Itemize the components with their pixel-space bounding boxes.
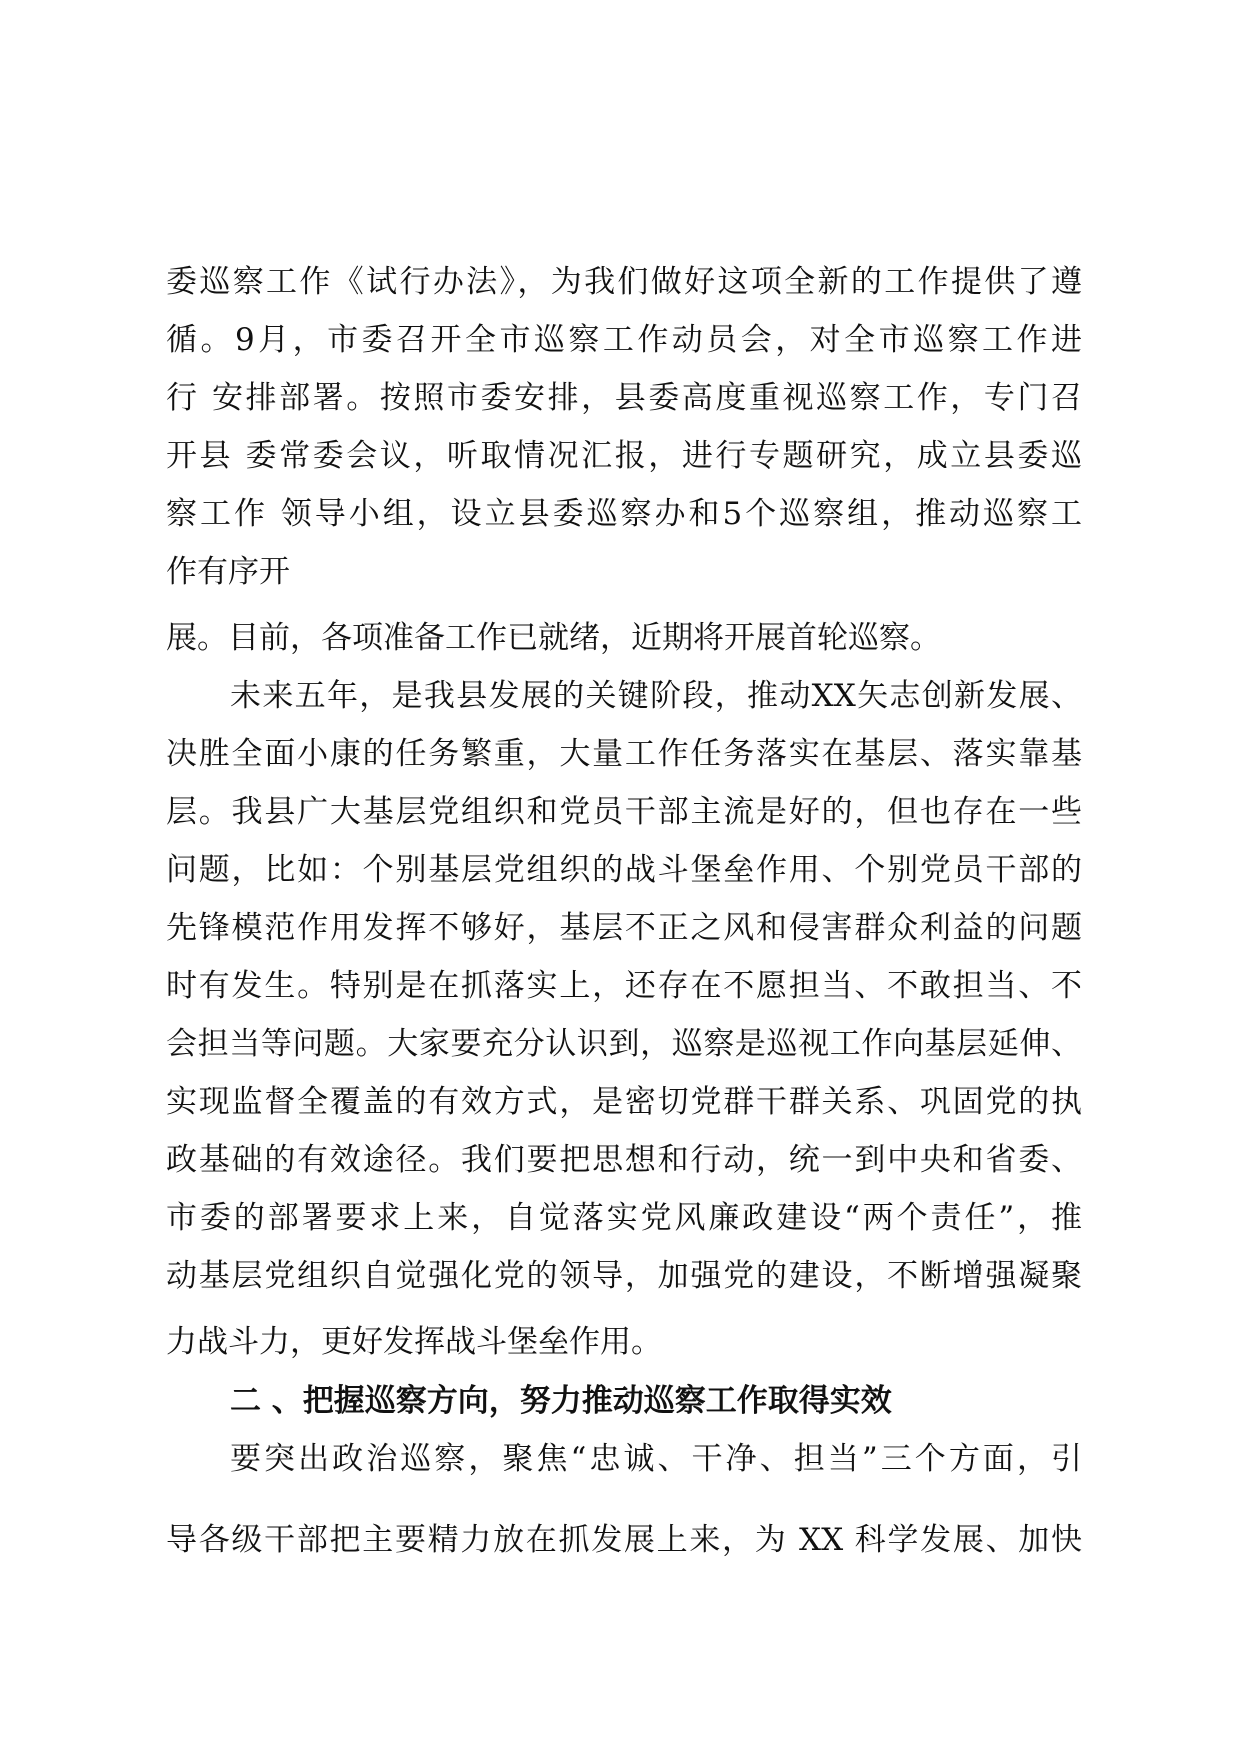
body-text-line: 展。目前，各项准备工作已就绪，近期将开展首轮巡察。 [166, 620, 941, 656]
body-text-line: 开县 委常委会议，听取情况汇报，进行专题研究，成立县委巡 [166, 438, 1082, 474]
body-text-line: 动基层党组织自觉强化党的领导，加强党的建设，不断增强凝聚 [166, 1258, 1082, 1294]
body-text-line: 实现监督全覆盖的有效方式，是密切党群干群关系、巩固党的执 [166, 1084, 1082, 1120]
body-text-line: 循。9月，市委召开全市巡察工作动员会，对全市巡察工作进 [166, 322, 1082, 358]
body-text-line: 先锋模范作用发挥不够好，基层不正之风和侵害群众利益的问题 [166, 910, 1082, 946]
paragraph-first-line: 未来五年，是我县发展的关键阶段，推动XX矢志创新发展、 [230, 678, 1082, 714]
body-text-line: 察工作 领导小组，设立县委巡察办和5个巡察组，推动巡察工 [166, 496, 1082, 532]
body-text-line: 委巡察工作《试行办法》，为我们做好这项全新的工作提供了遵 [166, 264, 1082, 300]
body-text-line: 问题，比如：个别基层党组织的战斗堡垒作用、个别党员干部的 [166, 852, 1082, 888]
body-text-line: 政基础的有效途径。我们要把思想和行动，统一到中央和省委、 [166, 1142, 1082, 1178]
body-text-line: 会担当等问题。大家要充分认识到，巡察是巡视工作向基层延伸、 [166, 1026, 1082, 1062]
section-heading: 二 、把握巡察方向，努力推动巡察工作取得实效 [230, 1383, 892, 1419]
body-text-line: 行 安排部署。按照市委安排，县委高度重视巡察工作，专门召 [166, 380, 1082, 416]
body-text-line: 导各级干部把主要精力放在抓发展上来，为 XX 科学发展、加快 [166, 1522, 1082, 1558]
body-text-line: 作有序开 [166, 554, 290, 590]
body-text-line: 时有发生。特别是在抓落实上，还存在不愿担当、不敢担当、不 [166, 968, 1082, 1004]
body-text-line: 层。我县广大基层党组织和党员干部主流是好的，但也存在一些 [166, 794, 1082, 830]
body-text-line: 市委的部署要求上来，自觉落实党风廉政建设“两个责任”，推 [166, 1200, 1082, 1236]
paragraph-first-line: 要突出政治巡察，聚焦“忠诚、干净、担当”三个方面，引 [230, 1441, 1082, 1477]
body-text-line: 决胜全面小康的任务繁重，大量工作任务落实在基层、落实靠基 [166, 736, 1082, 772]
body-text-line: 力战斗力，更好发挥战斗堡垒作用。 [166, 1324, 662, 1360]
